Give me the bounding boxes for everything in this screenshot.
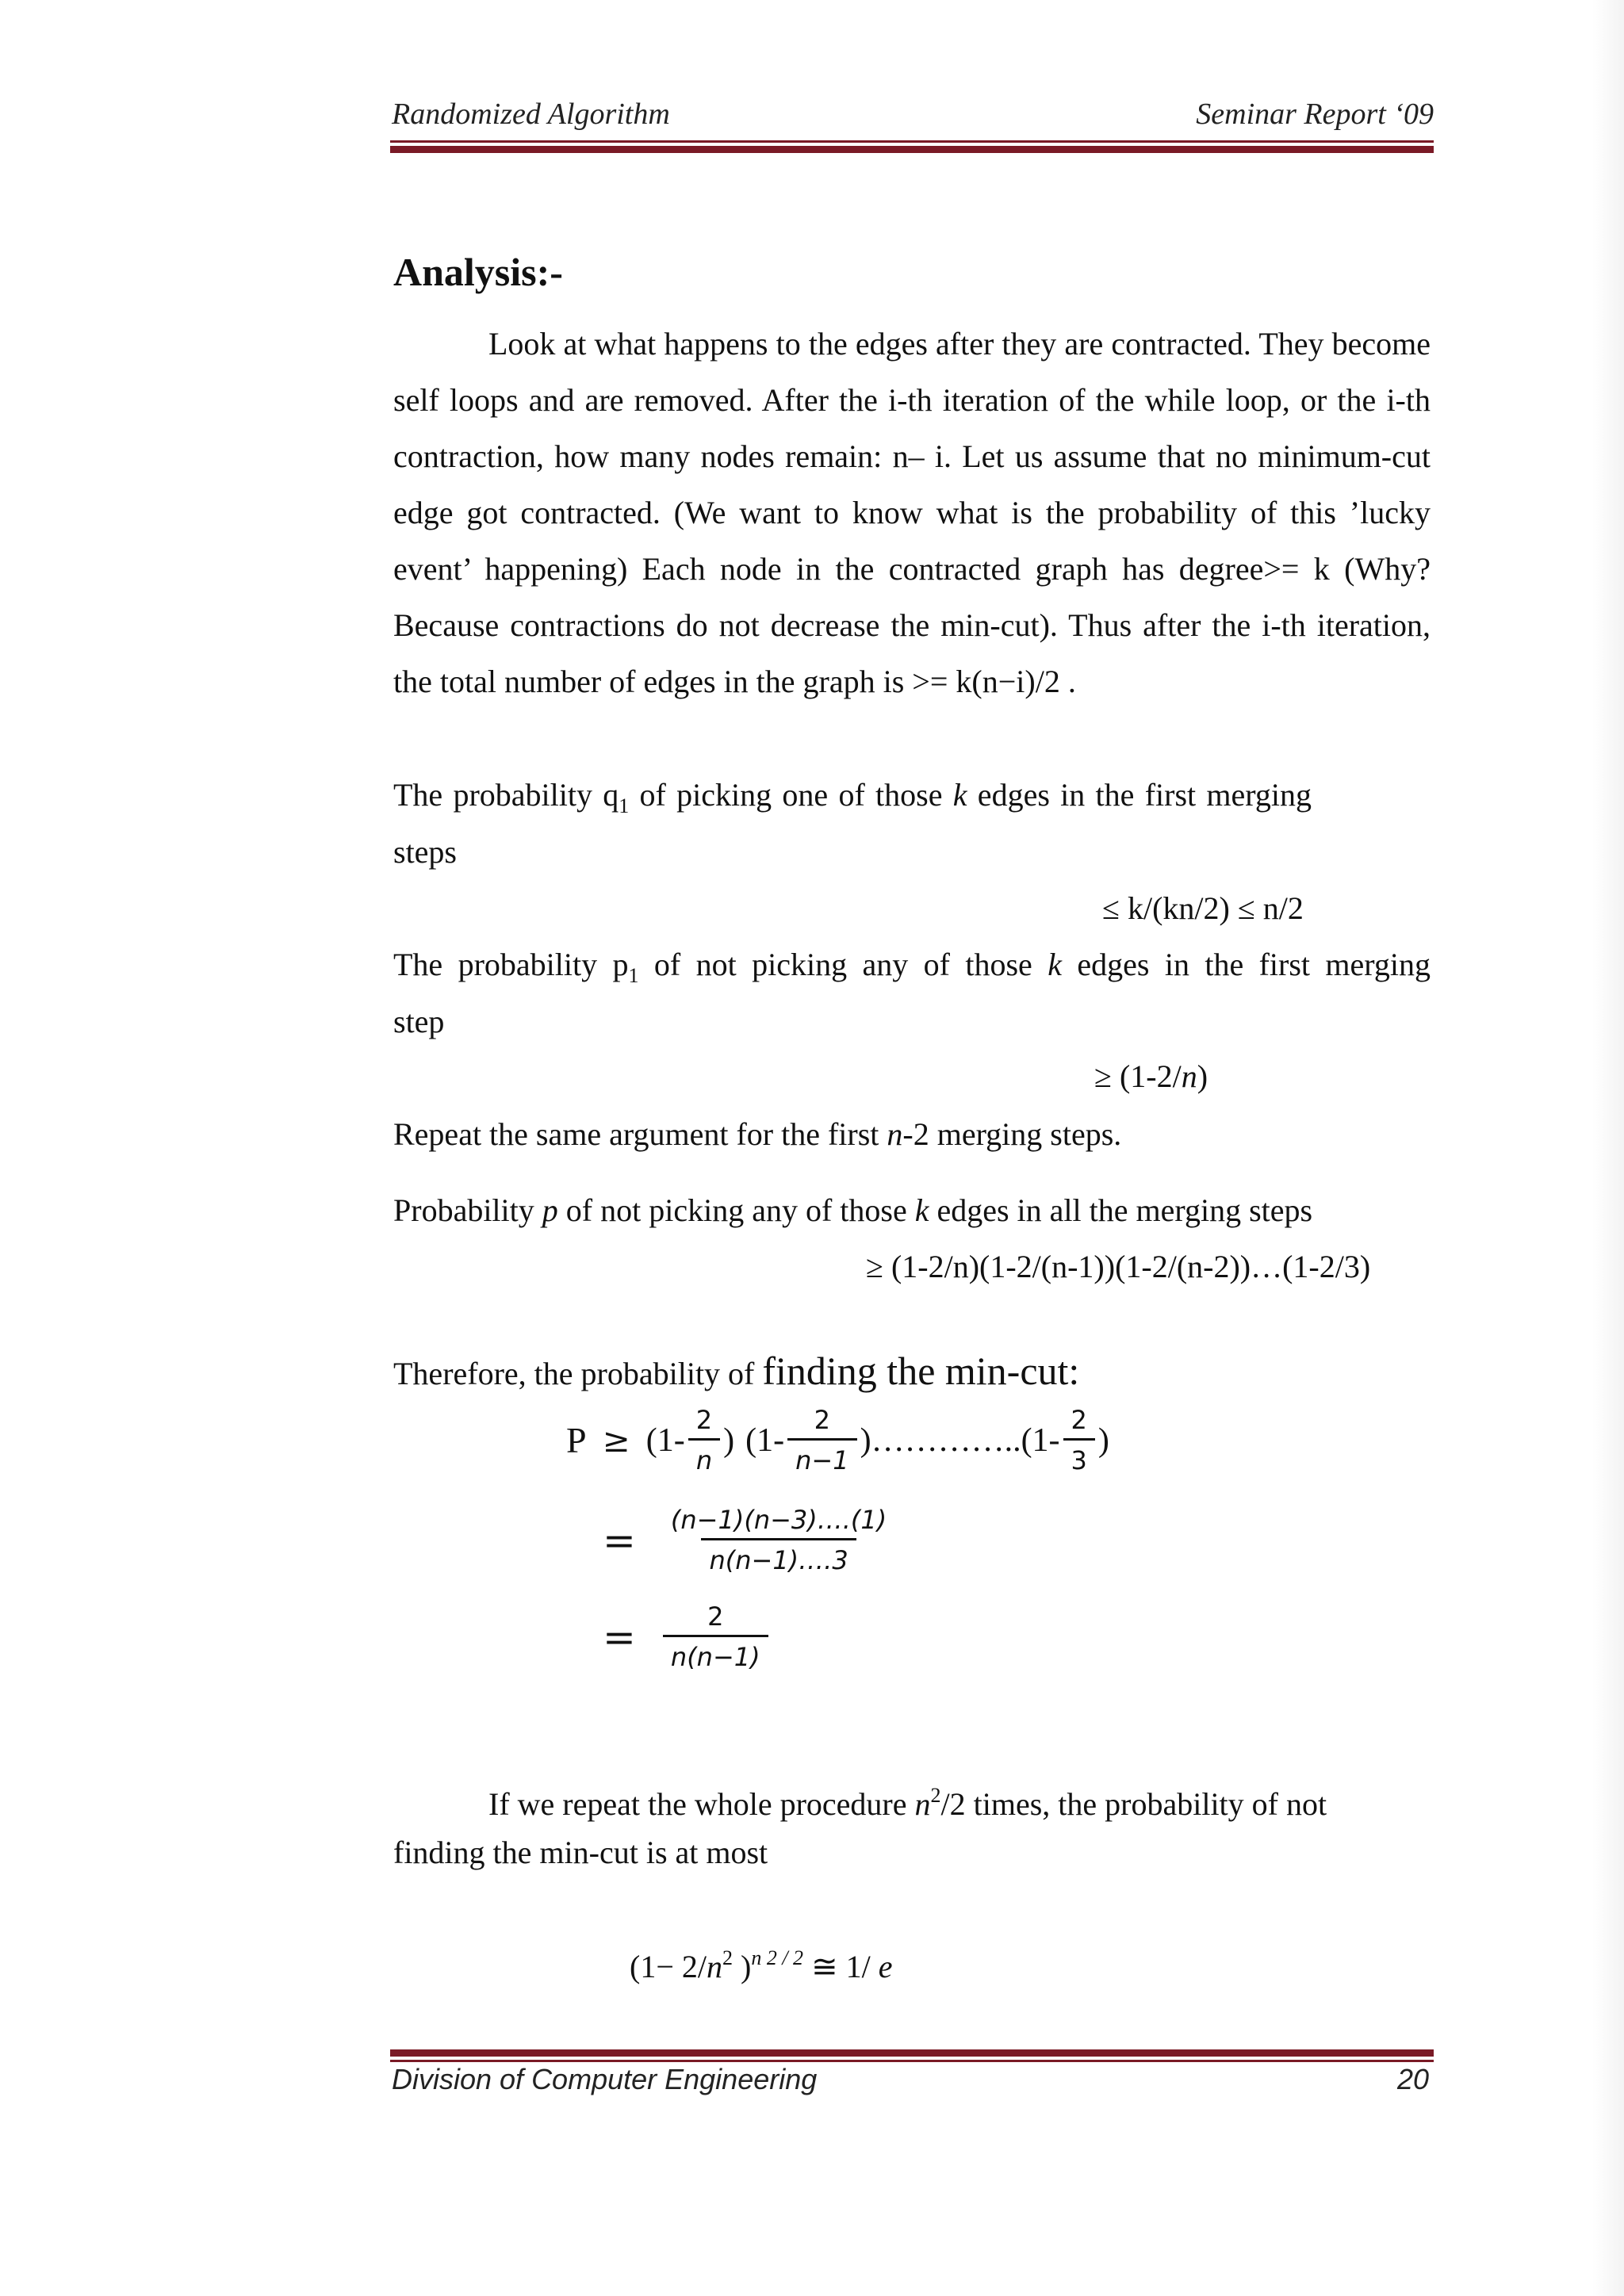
final-text-a: (1− 2/ — [630, 1949, 707, 1984]
repeat-para-n: n — [914, 1786, 931, 1822]
eq1-frac2-num: 2 — [814, 1405, 831, 1435]
eq1-term1-close: ) — [723, 1422, 735, 1459]
repeat-para-line1 — [488, 1776, 1327, 1824]
q1-line — [393, 775, 1312, 826]
eq1-term1-open: (1- — [645, 1422, 685, 1459]
eq2-denominator: n(n−1)….3 — [701, 1538, 856, 1575]
repeat-n: n — [887, 1116, 903, 1152]
final-text-b: ) — [733, 1949, 752, 1984]
equation-1 — [566, 1405, 1109, 1475]
equation-2 — [603, 1505, 898, 1575]
repeat-text-b: -2 merging steps. — [902, 1116, 1122, 1152]
final-n: n — [707, 1949, 722, 1984]
eq1-frac2 — [787, 1405, 856, 1475]
eq1-term2-close: )…………..(1- — [860, 1422, 1060, 1459]
footer-rule-thin — [390, 2060, 1434, 2062]
q1-bound: ≤ k/(kn/2) ≤ n/2 — [1102, 890, 1304, 926]
q1-text-a: The probability q — [393, 777, 619, 813]
eq1-frac2-den: n−1 — [787, 1438, 856, 1475]
header-rule-thin — [390, 140, 1434, 143]
p1-line2: step — [393, 1004, 445, 1039]
eq3-denominator: n(n−1) — [663, 1635, 768, 1672]
p1-k: k — [1048, 947, 1062, 982]
p1-bound-a: ≥ (1-2/ — [1094, 1058, 1182, 1094]
q1-line2: steps — [393, 834, 457, 870]
repeat-para-text-b: /2 times, the probability of not — [940, 1786, 1327, 1822]
final-sup-2: 2 — [722, 1946, 733, 1969]
prob-p-text-c: edges in all the merging steps — [929, 1192, 1313, 1228]
therefore-text-a: Therefore, the probability of — [393, 1356, 763, 1391]
header-rule-thick — [390, 146, 1434, 153]
prob-p-line — [393, 1191, 1312, 1230]
final-expression — [630, 1946, 892, 1985]
eq1-frac3-den: 3 — [1063, 1438, 1095, 1475]
repeat-line — [393, 1115, 1121, 1154]
eq1-lhs: P — [566, 1420, 587, 1460]
header-report: Seminar Report ‘09 — [1196, 98, 1434, 131]
therefore-line — [393, 1348, 1079, 1394]
final-approx: ≅ 1/ — [803, 1949, 879, 1984]
eq3-equals: = — [603, 1613, 636, 1660]
final-exponent: n 2 / 2 — [751, 1946, 804, 1969]
eq1-term3-close: ) — [1097, 1422, 1109, 1459]
p1-text-a: The probability p — [393, 947, 629, 982]
prob-p-k: k — [914, 1192, 929, 1228]
repeat-text-a: Repeat the same argument for the first — [393, 1116, 887, 1152]
eq1-term2-open: (1- — [745, 1422, 785, 1459]
eq1-frac1-den: n — [688, 1438, 720, 1475]
eq2-numerator: (n−1)(n−3)….(1) — [670, 1505, 887, 1535]
eq3-frac — [663, 1601, 768, 1672]
repeat-para-sup: 2 — [930, 1784, 941, 1807]
p1-subscript: 1 — [628, 964, 639, 987]
prob-p-symbol: p — [542, 1192, 558, 1228]
prob-p-text-a: Probability — [393, 1192, 542, 1228]
repeat-para-text-a: If we repeat the whole procedure — [488, 1786, 915, 1822]
eq1-frac1-num: 2 — [695, 1405, 713, 1435]
equation-3 — [603, 1601, 772, 1672]
page-edge-shadow — [1592, 0, 1624, 2296]
footer-rule-thick — [390, 2049, 1434, 2057]
p1-bound-n: n — [1181, 1058, 1197, 1094]
final-e: e — [878, 1949, 893, 1984]
p1-text-c: edges in the first merging — [1061, 947, 1431, 982]
p1-bound-b: ) — [1197, 1058, 1208, 1094]
p1-bound — [1094, 1058, 1208, 1095]
p1-text-b: of not picking any of those — [638, 947, 1048, 982]
q1-k: k — [952, 777, 967, 813]
prob-p-text-b: of not picking any of those — [557, 1192, 915, 1228]
page-number: 20 — [1396, 2063, 1429, 2095]
q1-text-b: of picking one of those — [629, 777, 953, 813]
p1-line — [393, 945, 1431, 996]
eq2-frac — [663, 1505, 894, 1575]
header-title: Randomized Algorithm — [392, 98, 670, 131]
q1-text-c: edges in the first merging — [967, 777, 1312, 813]
eq1-geq: ≥ — [602, 1421, 630, 1460]
eq1-frac1 — [688, 1405, 720, 1475]
section-heading — [393, 249, 563, 295]
prob-p-bound: ≥ (1-2/n)(1-2/(n-1))(1-2/(n-2))…(1-2/3) — [866, 1249, 1371, 1284]
q1-subscript: 1 — [619, 794, 630, 817]
analysis-paragraph — [393, 316, 1431, 710]
repeat-para-line2: finding the min-cut is at most — [393, 1835, 768, 1870]
eq1-frac3-num: 2 — [1071, 1405, 1087, 1435]
eq3-numerator: 2 — [707, 1601, 724, 1632]
analysis-heading: Analysis:- — [393, 250, 563, 294]
eq1-frac3 — [1063, 1405, 1095, 1475]
therefore-text-b: finding the min-cut: — [762, 1349, 1080, 1393]
footer-department: Division of Computer Engineering — [392, 2063, 818, 2095]
eq2-equals: = — [603, 1517, 636, 1563]
analysis-paragraph-text: Look at what happens to the edges after they are contracted. They become self loops and are removed. After the i-th iteration of the while loop, or the i-th contraction, how many nodes remain: n– i. Let us assume that no minimum-cut edge got contracted. (We want to know what is the probability of this ’lucky event’ happening) Each node in the contracted graph has degree>= k (Why? Because contractions do not decrease the min-cut). Thus after the i-th iteration, the total number of edges in the graph is >= k(n−i)/2 . — [393, 326, 1431, 699]
